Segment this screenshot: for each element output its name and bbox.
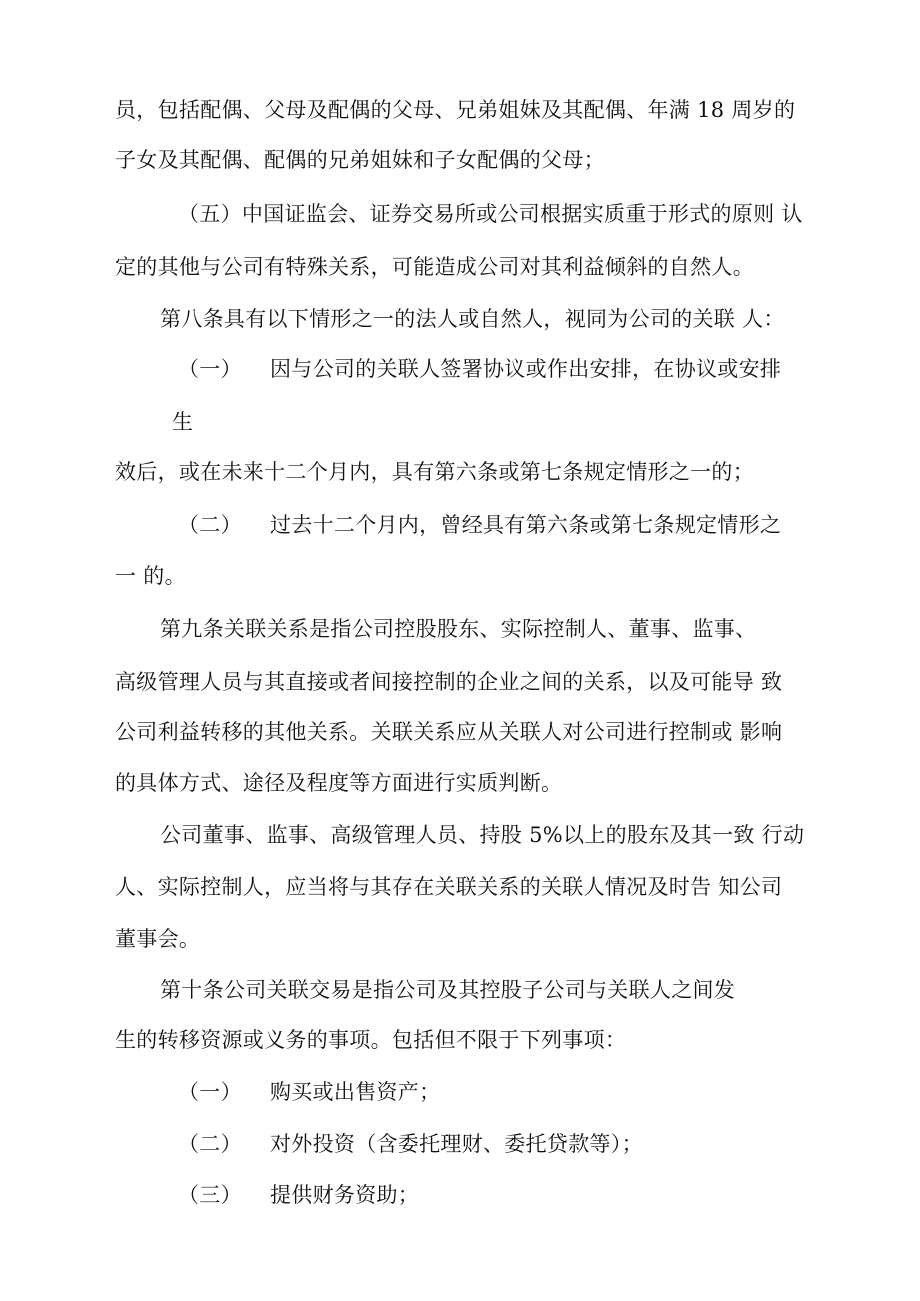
enum-label: （二） — [178, 1132, 242, 1156]
text-line: 员，包括配偶、父母及配偶的父母、兄弟姐妹及其配偶、年满 18 周岁的 — [115, 98, 796, 122]
text-line: 人、实际控制人，应当将与其存在关联关系的关联人情况及时告 知公司 — [115, 875, 783, 899]
text-line: 过去十二个月内，曾经具有第六条或第七条规定情形之 — [270, 513, 782, 537]
text-line: （五）中国证监会、证券交易所或公司根据实质重于形式的原则 认 — [178, 202, 803, 226]
text-line: 一 的。 — [115, 564, 186, 588]
enum-label: （一） — [178, 1080, 242, 1104]
enum-label: （一） — [178, 357, 242, 381]
text-line: 公司利益转移的其他关系。关联关系应从关联人对公司进行控制或 影响 — [115, 720, 783, 744]
text-line: 效后，或在未来十二个月内，具有第六条或第七条规定情形之一的； — [115, 460, 754, 484]
text-line: 高级管理人员与其直接或者间接控制的企业之间的关系，以及可能导 致 — [115, 670, 783, 694]
text-line: 子女及其配偶、配偶的兄弟姐妹和子女配偶的父母； — [115, 148, 605, 172]
text-line: 提供财务资助； — [270, 1183, 420, 1207]
text-line: 第八条具有以下情形之一的法人或自然人，视同为公司的关联 人： — [160, 307, 785, 331]
text-line: 公司董事、监事、高级管理人员、持股 5%以上的股东及其一致 行动 — [160, 823, 805, 847]
text-line: 生 — [172, 410, 194, 434]
text-line: 第九条关联关系是指公司控股股东、实际控制人、董事、监事、 — [160, 617, 757, 641]
text-line: 第十条公司关联交易是指公司及其控股子公司与关联人之间发 — [160, 978, 736, 1002]
text-line: 生的转移资源或义务的事项。包括但不限于下列事项： — [115, 1028, 627, 1052]
text-line: 定的其他与公司有特殊关系，可能造成公司对其利益倾斜的自然人。 — [115, 255, 754, 279]
enum-label: （三） — [178, 1183, 242, 1207]
text-line: 因与公司的关联人签署协议或作出安排，在协议或安排 — [270, 357, 782, 381]
enum-label: （二） — [178, 513, 242, 537]
text-line: 的具体方式、途径及程度等方面进行实质判断。 — [115, 771, 563, 795]
text-line: 对外投资（含委托理财、委托贷款等）； — [270, 1132, 643, 1156]
text-line: 购买或出售资产； — [270, 1080, 441, 1104]
text-line: 董事会。 — [115, 927, 201, 951]
